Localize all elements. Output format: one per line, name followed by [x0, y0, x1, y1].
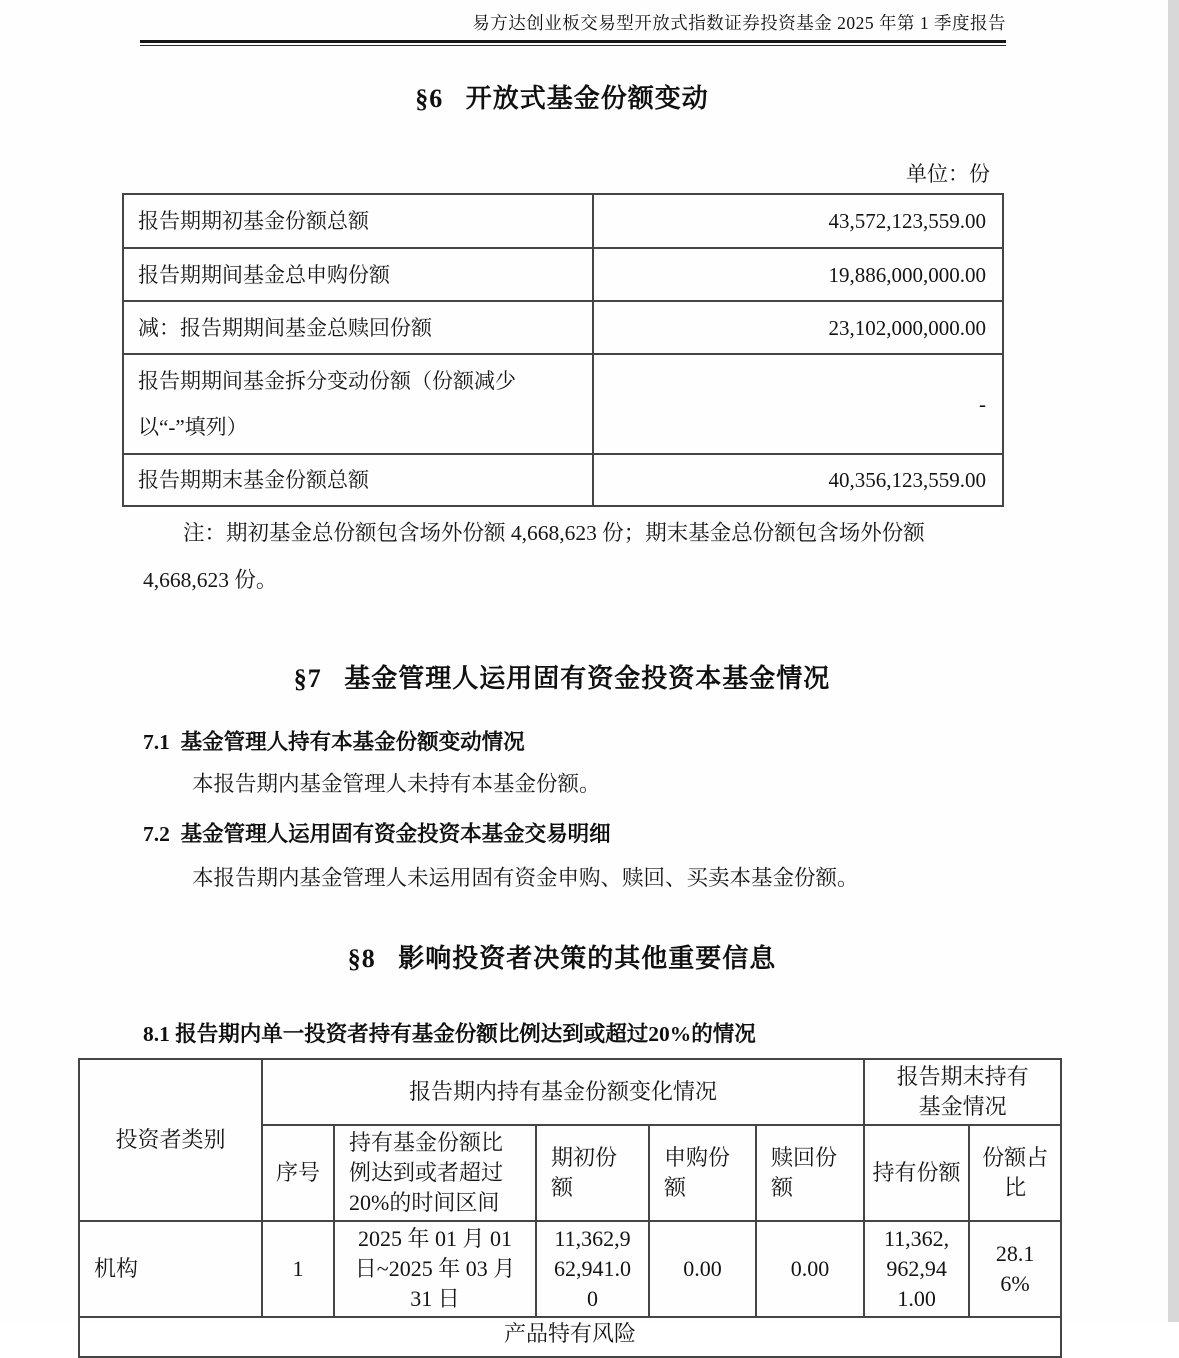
- table-row-partial: [79, 1317, 1061, 1357]
- header-redeem-shares: 赎回份额: [756, 1125, 864, 1221]
- row-value: 40,356,123,559.00: [593, 454, 1003, 506]
- table-row: [123, 454, 1003, 506]
- unit-label: 单位：份: [906, 162, 990, 186]
- subsection-7-2-heading: 7.2 基金管理人运用固有资金投资本基金交易明细: [143, 822, 611, 846]
- page-edge-shadow: [1168, 0, 1179, 1322]
- section6-title: §6 开放式基金份额变动: [415, 84, 709, 113]
- table-row: [123, 194, 1003, 248]
- table-row: [123, 248, 1003, 301]
- cell-begin-shares: 11,362,962,941.00: [536, 1221, 649, 1317]
- cell-share-ratio: 28.16%: [969, 1221, 1061, 1317]
- cell-investor-type: 机构: [79, 1221, 262, 1317]
- row-value: 43,572,123,559.00: [593, 194, 1003, 248]
- header-investor-type: 投资者类别: [79, 1059, 262, 1221]
- header-hold-shares: 持有份额: [864, 1125, 969, 1221]
- row-label: 报告期期间基金拆分变动份额（份额减少以“-”填列）: [123, 354, 593, 454]
- cell-hold-shares: 11,362,962,941.00: [864, 1221, 969, 1317]
- header-seq: 序号: [262, 1125, 334, 1221]
- cell-seq: 1: [262, 1221, 334, 1317]
- subsection-7-1-heading: 7.1 基金管理人持有本基金份额变动情况: [143, 730, 525, 754]
- page-header-title: 易方达创业板交易型开放式指数证券投资基金 2025 年第 1 季度报告: [472, 13, 1006, 33]
- header-period-end-group: 报告期末持有基金情况: [864, 1059, 1061, 1125]
- section8-title: §8 影响投资者决策的其他重要信息: [347, 944, 777, 973]
- row-label: 减：报告期期间基金总赎回份额: [123, 301, 593, 354]
- header-rule: [140, 40, 1006, 46]
- partial-row-label: 产品特有风险: [79, 1317, 1061, 1357]
- table-row: [123, 354, 1003, 454]
- row-value: 19,886,000,000.00: [593, 248, 1003, 301]
- cell-purchase-shares: 0.00: [649, 1221, 756, 1317]
- cell-redeem-shares: 0.00: [756, 1221, 864, 1317]
- row-label: 报告期期初基金份额总额: [123, 194, 593, 248]
- table-header-row: [79, 1059, 1061, 1125]
- paragraph-7-1: 本报告期内基金管理人未持有本基金份额。: [192, 772, 601, 796]
- share-change-table: [122, 193, 1004, 507]
- table-row: [79, 1221, 1061, 1317]
- section7-title: §7 基金管理人运用固有资金投资本基金情况: [293, 664, 831, 693]
- note-text: 注：期初基金总份额包含场外份额 4,668,623 份；期末基金总份额包含场外份额 4,668,623 份。: [143, 521, 925, 592]
- row-value: 23,102,000,000.00: [593, 301, 1003, 354]
- header-begin-shares: 期初份额: [536, 1125, 649, 1221]
- row-value: -: [593, 354, 1003, 454]
- row-label: 报告期期末基金份额总额: [123, 454, 593, 506]
- cell-threshold-period: 2025 年 01 月 01 日~2025 年 03 月 31 日: [334, 1221, 536, 1317]
- header-period-change-group: 报告期内持有基金份额变化情况: [262, 1059, 864, 1125]
- table-row: [123, 301, 1003, 354]
- investor-table: [78, 1058, 1062, 1358]
- header-purchase-shares: 申购份额: [649, 1125, 756, 1221]
- header-share-ratio: 份额占比: [969, 1125, 1061, 1221]
- subsection-8-1-heading: 8.1 报告期内单一投资者持有基金份额比例达到或超过20%的情况: [143, 1022, 756, 1046]
- header-threshold-period: 持有基金份额比例达到或者超过20%的时间区间: [334, 1125, 536, 1221]
- paragraph-7-2: 本报告期内基金管理人未运用固有资金申购、赎回、买卖本基金份额。: [192, 866, 859, 890]
- row-label: 报告期期间基金总申购份额: [123, 248, 593, 301]
